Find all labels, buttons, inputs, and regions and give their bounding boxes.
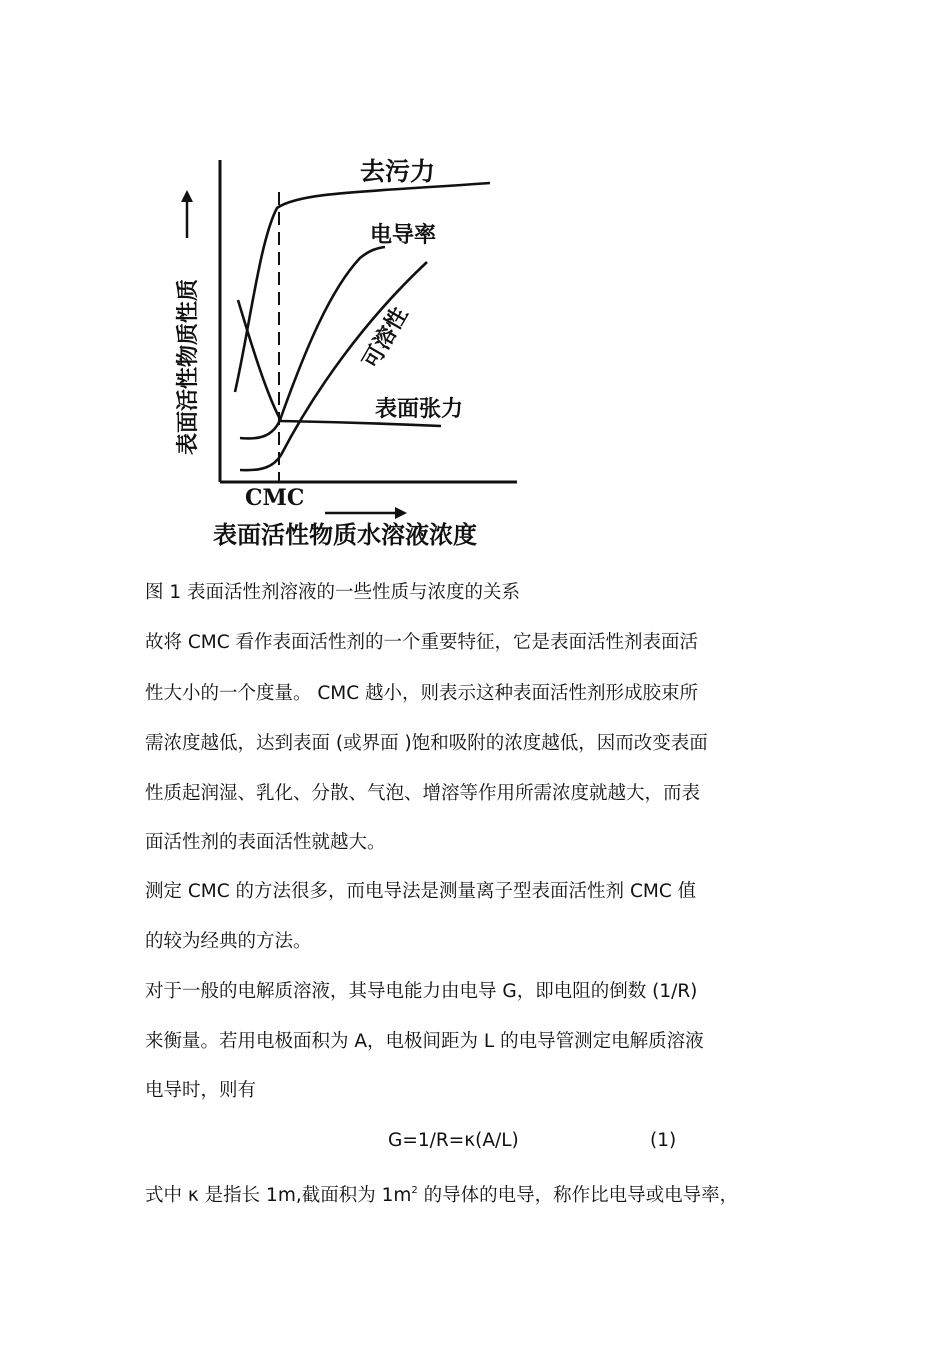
paragraph-line-11	[145, 1181, 825, 1206]
surfactant-property-figure	[165, 150, 545, 555]
paragraph-line-9: 来衡量。若用电极面积为 A，电极间距为 L 的电导管测定电解质溶液	[145, 1031, 704, 1052]
paragraph-line-10: 电导时，则有	[145, 1080, 257, 1101]
solubility-label: 可溶性	[357, 302, 414, 373]
x-axis-label: 表面活性物质水溶液浓度	[213, 520, 477, 549]
paragraph-line-3: 需浓度越低，达到表面 (或界面 )饱和吸附的浓度越低，因而改变表面	[145, 733, 708, 754]
surface-tension-label: 表面张力	[375, 396, 464, 422]
superscript-2: 2	[411, 1185, 418, 1196]
y-axis-arrowhead-icon	[181, 190, 193, 202]
line-11-text-start: 式中 κ 是指长 1m,截面积为 1m	[145, 1185, 412, 1206]
paragraph-line-2: 性大小的一个度量。 CMC 越小，则表示这种表面活性剂形成胶束所	[145, 683, 699, 704]
figure-graphic	[165, 150, 545, 555]
paragraph-line-5: 面活性剂的表面活性就越大。	[145, 832, 386, 853]
y-axis-label: 表面活性物质性质	[175, 278, 201, 455]
line-11-text-end: 的导体的电导，称作比电导或电导率，	[417, 1185, 739, 1206]
cmc-label: CMC	[245, 485, 305, 511]
paragraph-line-7: 的较为经典的方法。	[145, 931, 312, 952]
paragraph-line-6: 测定 CMC 的方法很多，而电导法是测量离子型表面活性剂 CMC 值	[145, 881, 697, 902]
paragraph-line-4: 性质起润湿、乳化、分散、气泡、增溶等作用所需浓度就越大，而表	[145, 783, 701, 804]
figure-caption: 图 1 表面活性剂溶液的一些性质与浓度的关系	[145, 582, 521, 603]
formula-expression: G=1/R=κ(A/L)	[388, 1130, 519, 1151]
x-axis-arrowhead-icon	[395, 507, 407, 519]
detergency-label: 去污力	[360, 157, 436, 186]
formula-number: (1)	[650, 1130, 677, 1151]
conductivity-curve	[240, 247, 385, 438]
conductivity-label: 电导率	[370, 222, 437, 248]
paragraph-line-1: 故将 CMC 看作表面活性剂的一个重要特征，它是表面活性剂表面活	[145, 632, 699, 653]
paragraph-line-8: 对于一般的电解质溶液，其导电能力由电导 G，即电阻的倒数 (1/R)	[145, 981, 698, 1002]
